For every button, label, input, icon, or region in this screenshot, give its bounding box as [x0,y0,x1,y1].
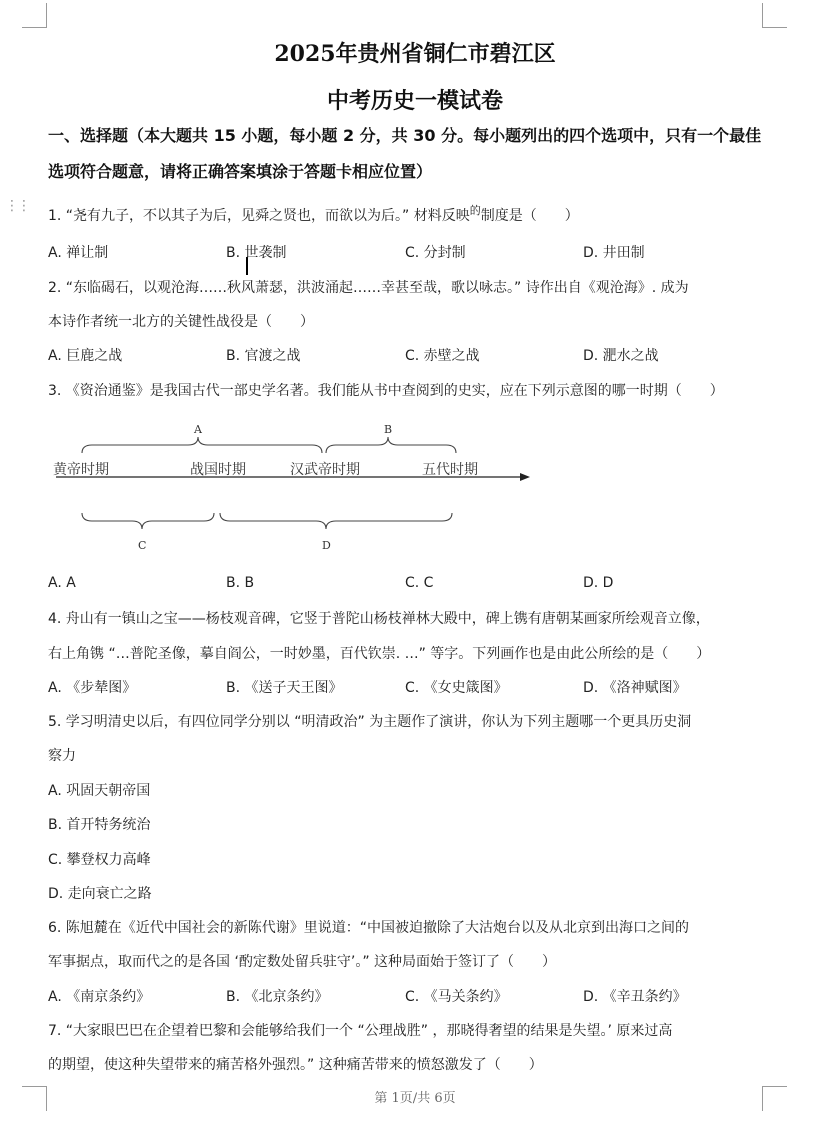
q4-option-a[interactable]: A. 《步辇图》 [48,680,137,696]
question-1-text: 1. “尧有九子，不以其子为后，见舜之贤也，而欲以为后。” 材料反映 [48,208,470,224]
q6-option-a[interactable]: A. 《南京条约》 [48,989,151,1005]
q6-option-b[interactable]: B. 《北京条约》 [226,989,329,1005]
q2-option-d[interactable]: D. 淝水之战 [583,348,659,364]
document-subtitle: 中考历史一模试卷 [326,88,503,114]
timeline-svg [48,415,548,565]
q5-option-a[interactable]: A. 巩固天朝帝国 [48,783,151,799]
drag-handle-icon[interactable]: ⋮⋮ [5,198,29,214]
q5-option-d[interactable]: D. 走向衰亡之路 [48,886,152,902]
q2-option-b[interactable]: B. 官渡之战 [226,348,301,364]
page-footer: 第 1页/共 6页 [374,1091,456,1106]
q1-option-a[interactable]: A. 禅让制 [48,245,109,261]
brace-c [82,513,214,529]
timeline-point-huangdi: 黄帝时期 [53,462,109,478]
q3-option-c[interactable]: C. C [405,575,434,591]
section-heading: 一、选择题（本大题共 15 小题，每小题 2 分，共 30 分。每小题列出的四个选项中，只有一个最佳选项符合题意，请将正确答案填涂于答题卡相应位置） [48,126,762,181]
q2-option-c[interactable]: C. 赤壁之战 [405,348,480,364]
timeline-point-hanwudi: 汉武帝时期 [290,462,360,478]
q3-option-a[interactable]: A. A [48,575,76,591]
question-6-line-1: 6. 陈旭麓在《近代中国社会的新陈代谢》里说道：“中国被迫撤除了大沽炮台以及从北京到出海口之间的 [48,920,690,936]
label-a: A [194,423,202,436]
timeline-point-zhanguo: 战国时期 [190,462,246,478]
question-4-line-2: 右上角镌 “…普陀圣像，摹自阎公，一时妙墨，百代钦崇. …” 等字。下列画作也是由此公所绘的是（ ） [48,646,711,662]
q6-option-c[interactable]: C. 《马关条约》 [405,989,508,1005]
question-4-line-1: 4. 舟山有一镇山之宝——杨枝观音碑，它竖于普陀山杨枝禅林大殿中，碑上镌有唐朝某画家所绘观音立像， [48,611,710,627]
q5-option-c[interactable]: C. 攀登权力高峰 [48,852,151,868]
q6-option-d[interactable]: D. 《辛丑条约》 [583,989,687,1005]
document-title: 2025年贵州省铜仁市碧江区 [274,41,556,67]
crop-mark-top-right [762,3,787,28]
label-d: D [322,539,331,552]
question-6-line-2: 军事据点，取而代之的是各国 ‘酌定数处留兵驻守’。” 这种局面始于签订了（ ） [48,954,557,970]
question-2-line-1: 2. “东临碣石，以观沧海……秋风萧瑟，洪波涌起……幸甚至哉，歌以咏志。” 诗作出自《观沧海》. 成为 [48,280,689,296]
question-2-line-2: 本诗作者统一北方的关键性战役是（ ） [48,314,314,330]
q1-option-c[interactable]: C. 分封制 [405,245,466,261]
question-7-line-2: 的期望，使这种失望带来的痛苦格外强烈。” 这种痛苦带来的愤怒激发了（ ） [48,1057,543,1073]
q4-option-c[interactable]: C. 《女史箴图》 [405,680,508,696]
q4-option-b[interactable]: B. 《送子天王图》 [226,680,343,696]
q2-option-a[interactable]: A. 巨鹿之战 [48,348,123,364]
question-7-line-1: 7. “大家眼巴巴在企望着巴黎和会能够给我们一个 “公理战胜” ，那晓得奢望的结果是失望。’ 原来过高 [48,1023,673,1039]
crop-mark-top-left [22,3,47,28]
question-5-line-2: 察力 [48,748,76,764]
question-1-superscript: 的 [469,204,481,217]
q3-option-b[interactable]: B. B [226,575,255,591]
q4-option-d[interactable]: D. 《洛神赋图》 [583,680,687,696]
q5-option-b[interactable]: B. 首开特务统治 [48,817,151,833]
label-b: B [384,423,393,436]
brace-b [326,437,456,453]
q3-option-d[interactable]: D. D [583,575,614,591]
timeline-point-wudai: 五代时期 [422,462,478,478]
timeline-diagram [48,415,548,565]
q1-option-b[interactable]: B. 世袭制 [226,245,287,261]
q1-option-d[interactable]: D. 井田制 [583,245,645,261]
question-5-line-1: 5. 学习明清史以后，有四位同学分别以 “明清政治” 为主题作了演讲，你认为下列主题哪一个更具历史洞 [48,714,692,730]
question-1-tail: 制度是（ ） [480,208,579,224]
brace-d [220,513,452,529]
question-1 [48,205,579,225]
timeline-arrowhead [520,473,530,481]
brace-a [82,437,322,453]
question-3-line-1: 3. 《资治通鉴》是我国古代一部史学名著。我们能从书中查阅到的史实，应在下列示意图的哪一时期（ ） [48,383,724,399]
label-c: C [138,539,147,552]
